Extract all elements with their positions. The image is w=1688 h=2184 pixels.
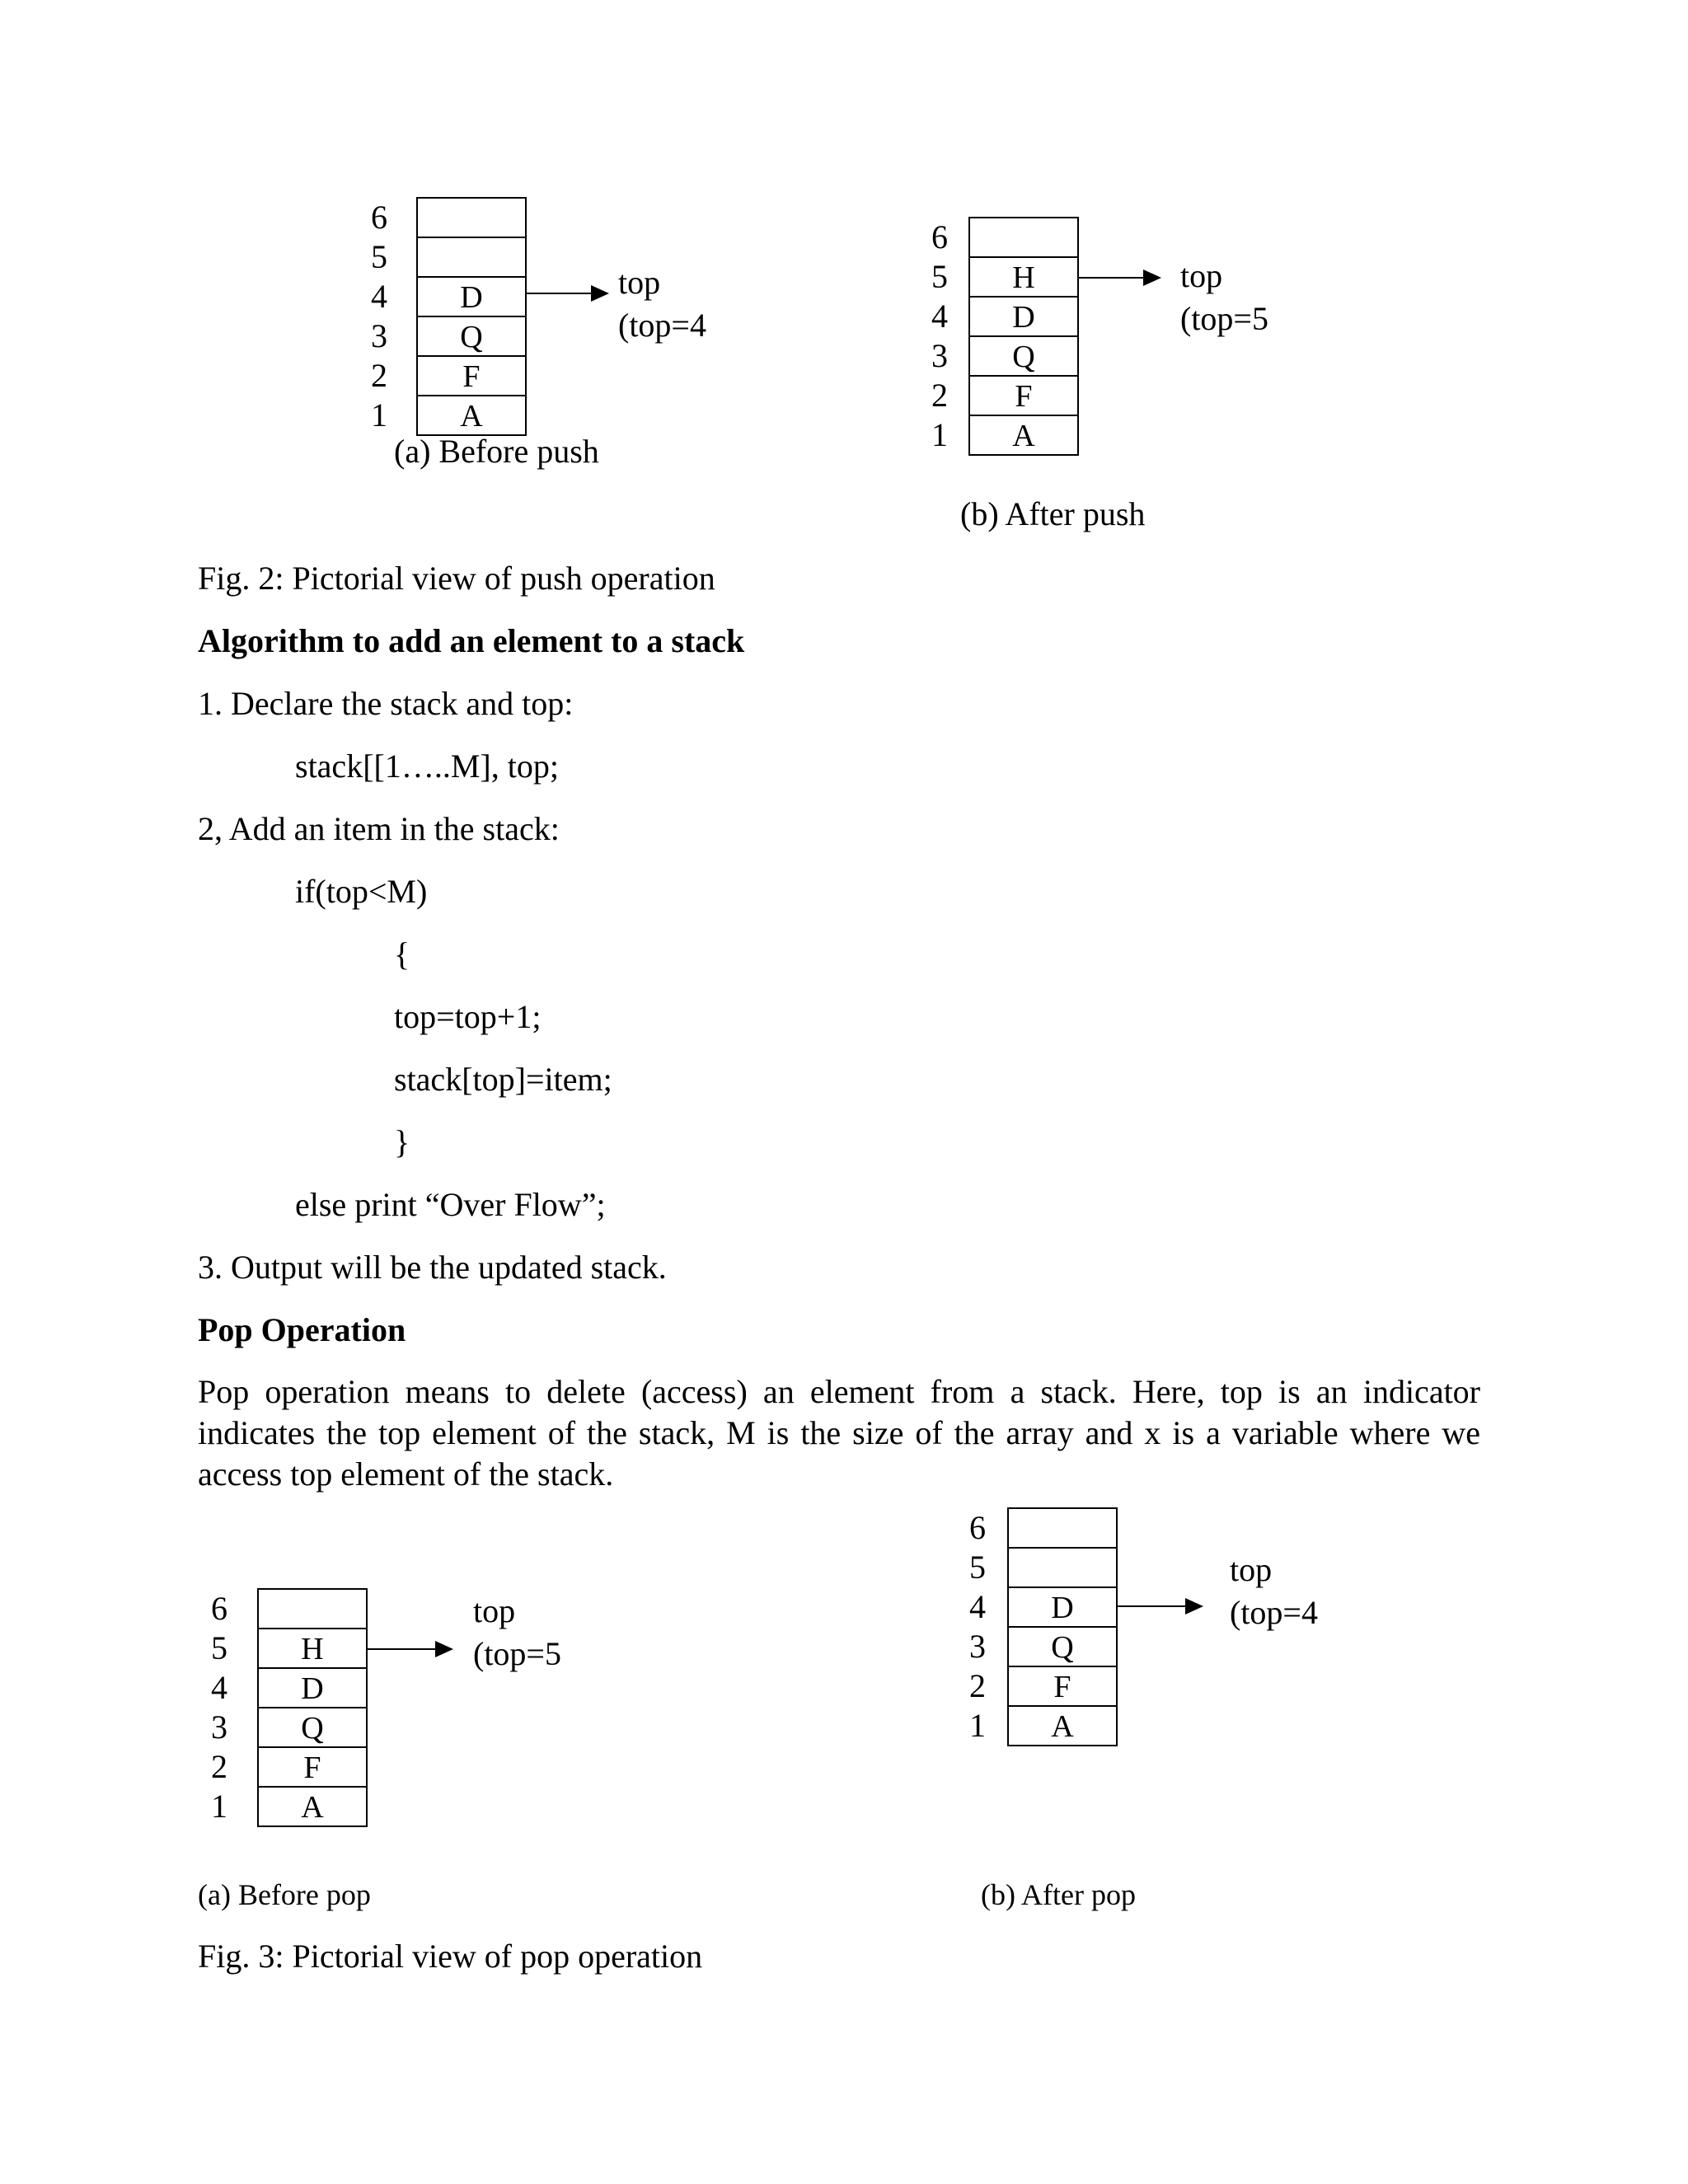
stack-cell <box>970 218 1077 258</box>
top-pointer-arrow <box>366 1648 452 1650</box>
stack-cell: F <box>970 377 1077 416</box>
stack-index: 5 <box>931 258 948 295</box>
algorithm-line: { <box>394 935 410 972</box>
top-pointer-arrow <box>1116 1605 1202 1607</box>
stack-index: 4 <box>371 278 387 315</box>
diagram-caption: (a) Before pop <box>198 1878 371 1911</box>
stack-cell: A <box>970 416 1077 456</box>
algorithm-line: 3. Output will be the updated stack. <box>198 1249 667 1286</box>
section-heading: Pop Operation <box>198 1311 406 1348</box>
stack-cell <box>259 1590 366 1629</box>
stack-index: 6 <box>969 1509 986 1546</box>
stack-cell: A <box>418 396 525 436</box>
stack-index: 1 <box>931 416 948 453</box>
stack-cell: D <box>259 1669 366 1708</box>
diagram-caption: (b) After push <box>960 495 1146 532</box>
stack-index: 3 <box>931 337 948 374</box>
stack-cell <box>418 199 525 238</box>
stack-cell: F <box>418 357 525 396</box>
stack-index: 3 <box>371 317 387 354</box>
algorithm-line: 1. Declare the stack and top: <box>198 685 574 722</box>
stack-cell: A <box>259 1788 366 1827</box>
stack-cell: Q <box>259 1708 366 1748</box>
stack-index: 3 <box>969 1628 986 1665</box>
top-label: top <box>1180 257 1223 294</box>
top-value: (top=5 <box>473 1635 561 1672</box>
algorithm-line: } <box>394 1123 410 1160</box>
stack-index: 4 <box>211 1669 227 1706</box>
stack-index: 6 <box>371 199 387 236</box>
stack-cell: H <box>259 1629 366 1669</box>
stack-cells <box>416 197 527 436</box>
stack-cell: Q <box>1009 1628 1116 1667</box>
top-pointer-arrow <box>1077 277 1160 279</box>
algorithm-line: stack[top]=item; <box>394 1061 612 1098</box>
stack-cell: H <box>970 258 1077 298</box>
stack-index: 2 <box>969 1667 986 1704</box>
stack-index: 1 <box>969 1707 986 1744</box>
pop-paragraph: Pop operation means to delete (access) an element from a stack. Here, top is an indicator indicates the top element of the stack, M is the size of the array and x is a variable where we access top element of the stack. <box>198 1373 1480 1493</box>
stack-index: 1 <box>211 1788 227 1825</box>
stack-index: 4 <box>931 298 948 335</box>
stack-cell <box>1009 1509 1116 1549</box>
stack-cells <box>1007 1507 1118 1746</box>
stack-cell <box>418 238 525 278</box>
algorithm-line: 2, Add an item in the stack: <box>198 810 560 847</box>
top-pointer-arrow <box>525 293 607 294</box>
figure-caption: Fig. 3: Pictorial view of pop operation <box>198 1938 703 1975</box>
top-label: top <box>473 1592 516 1629</box>
stack-cell: Q <box>418 317 525 357</box>
top-value: (top=4 <box>1230 1594 1318 1631</box>
stack-index: 5 <box>371 238 387 275</box>
stack-index: 6 <box>931 218 948 255</box>
stack-cell: Q <box>970 337 1077 377</box>
section-heading: Algorithm to add an element to a stack <box>198 622 745 659</box>
diagram-caption: (b) After pop <box>981 1878 1136 1911</box>
stack-cells <box>257 1588 368 1827</box>
stack-index: 1 <box>371 396 387 434</box>
stack-cell: D <box>1009 1588 1116 1628</box>
stack-index: 2 <box>371 357 387 394</box>
algorithm-line: if(top<M) <box>295 873 428 910</box>
top-value: (top=5 <box>1180 300 1268 337</box>
figure-caption: Fig. 2: Pictorial view of push operation <box>198 560 715 597</box>
stack-cell: F <box>1009 1667 1116 1707</box>
stack-cell <box>1009 1549 1116 1588</box>
top-label: top <box>1230 1551 1273 1588</box>
stack-index: 3 <box>211 1708 227 1746</box>
stack-cells <box>968 217 1079 456</box>
stack-cell: F <box>259 1748 366 1788</box>
algorithm-line: stack[[1…..M], top; <box>295 748 559 785</box>
stack-cell: A <box>1009 1707 1116 1746</box>
stack-index: 5 <box>969 1549 986 1586</box>
algorithm-line: else print “Over Flow”; <box>295 1186 606 1223</box>
stack-index: 2 <box>211 1748 227 1785</box>
stack-index: 2 <box>931 377 948 414</box>
stack-cell: D <box>970 298 1077 337</box>
stack-cell: D <box>418 278 525 317</box>
top-value: (top=4 <box>618 307 706 344</box>
stack-index: 4 <box>969 1588 986 1625</box>
stack-index: 6 <box>211 1590 227 1627</box>
diagram-caption: (a) Before push <box>394 433 599 470</box>
top-label: top <box>618 264 661 301</box>
algorithm-line: top=top+1; <box>394 998 542 1035</box>
stack-index: 5 <box>211 1629 227 1666</box>
